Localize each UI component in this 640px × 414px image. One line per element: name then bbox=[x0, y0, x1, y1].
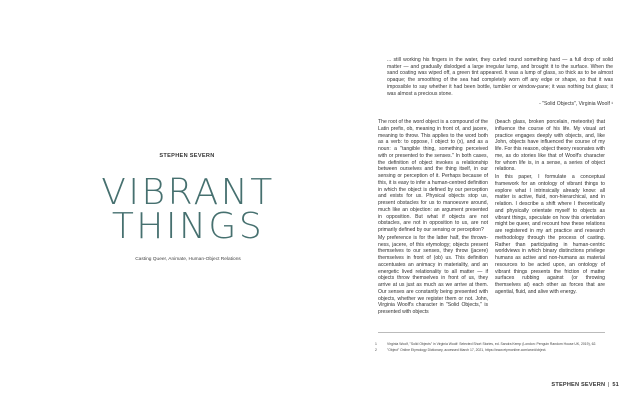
page-footer bbox=[540, 382, 619, 388]
footnote-number: 1 bbox=[375, 342, 377, 346]
footnote-text: Virginia Woolf, "Solid Objects" in Virginia Woolf: Selected Short Stories, ed. Sandra Kemp (London: Penguin Random House UK, 2019), 62. bbox=[387, 342, 597, 346]
chapter-author: STEPHEN SEVERN bbox=[159, 153, 215, 159]
chapter-subtitle: Casting Queer, Animate, Human-Object Relations bbox=[135, 257, 241, 262]
title-line-2: THINGS bbox=[111, 206, 265, 247]
footnote bbox=[375, 347, 615, 353]
body-column-right bbox=[495, 119, 605, 296]
footer-separator: | bbox=[607, 382, 610, 388]
footnote-text: "Object" Online Etymology Dictionary, accessed March 17, 2021, https://www.etymonline.com/word/object. bbox=[387, 348, 547, 352]
title-line-1: VIBRANT bbox=[101, 172, 275, 213]
chapter-title bbox=[100, 172, 276, 247]
paragraph: The root of the word object is a compound of the Latin prefix, ob, meaning in front of, and jacere, meaning to throw. This applies to the word both as a verb: to oppose, I object to (x), and as a noun: a "tangible thing, something perceived with or presented to the senses." In both cases, the definition of object invokes a relationship between ourselves and the thing itself, in our sensing or perception of it. Perhaps because of this, it is easy to infer a human-centred definition in which the object is defined by our perception and exists for us. Physical objects stop us, present obstacles for us to manoeuvre around, much like an objection: an argument presented in opposition. But what if objects are not obstacles, are not in opposition to us, are not primarily defined by our sensing or perception? bbox=[378, 119, 488, 233]
footnote-divider bbox=[378, 332, 605, 333]
body-column-left bbox=[378, 119, 488, 316]
paragraph: My preference is for the latter half, the thrown-ness, jacere, of this etymology; objects present themselves to our senses, they throw (jacere) themselves in front of (ob) us. This definition accentuates an animacy in materiality, and an energetic lived relationality to all matter — if objects throw themselves in front of us, they arrive at us just as much as we arrive at them. Our senses are constantly being presented with objects, whether we register them or not. John, Virginia Woolf's character in "Solid Objects," is presented with objects bbox=[378, 234, 488, 315]
epigraph-citation: - "Solid Objects", Virginia Woolf ¹ bbox=[539, 101, 613, 107]
paragraph: (beach glass, broken porcelain, meteorite) that influence the course of his life. My visual art practice engages deeply with objects, and, like John, objects have influenced the course of my life. For this reason, object theory resonates with me, as do stories like that of Woolf's character for whom life is, in a sense, a series of object relations. bbox=[495, 119, 605, 173]
paragraph: In this paper, I formulate a conceptual framework for an ontology of vibrant things to explore what I intrinsically already know: all matter is active, fluid, non-hierarchical, and in relation. I describe a shift where I theoretically and physically orientate myself to objects as vibrant things, speculate on how this orientation might be queer, and recount how these relations are registered in my art practice and research methodology through the process of casting. Rather than participating in human-centric worldviews in which binary distinctions privilege humans as active and non-humans as material resources to be acted upon, an ontology of vibrant things presents the friction of matter surfaces rubbing against (or throwing themselves at) each other as forces that are agential, fluid, and alive with energy. bbox=[495, 174, 605, 295]
page-number: 51 bbox=[612, 382, 619, 388]
footer-author: STEPHEN SEVERN bbox=[551, 382, 606, 388]
footnotes bbox=[375, 341, 615, 353]
epigraph-quote: ... still working his fingers in the water, they curled round something hard — a full drop of solid matter — and gradually dislodged a large irregular lump, and brought it to the surface. When the sand coating was wiped off, a green tint appeared. It was a lump of glass, so thick as to be almost opaque; the smoothing of the sea had completely worn off any edge or shape, so that it was impossible to say whether it had been bottle, tumbler or window-pane; it was nothing but glass; it was almost a precious stone. bbox=[387, 57, 613, 97]
footnote-number: 2 bbox=[375, 348, 377, 352]
